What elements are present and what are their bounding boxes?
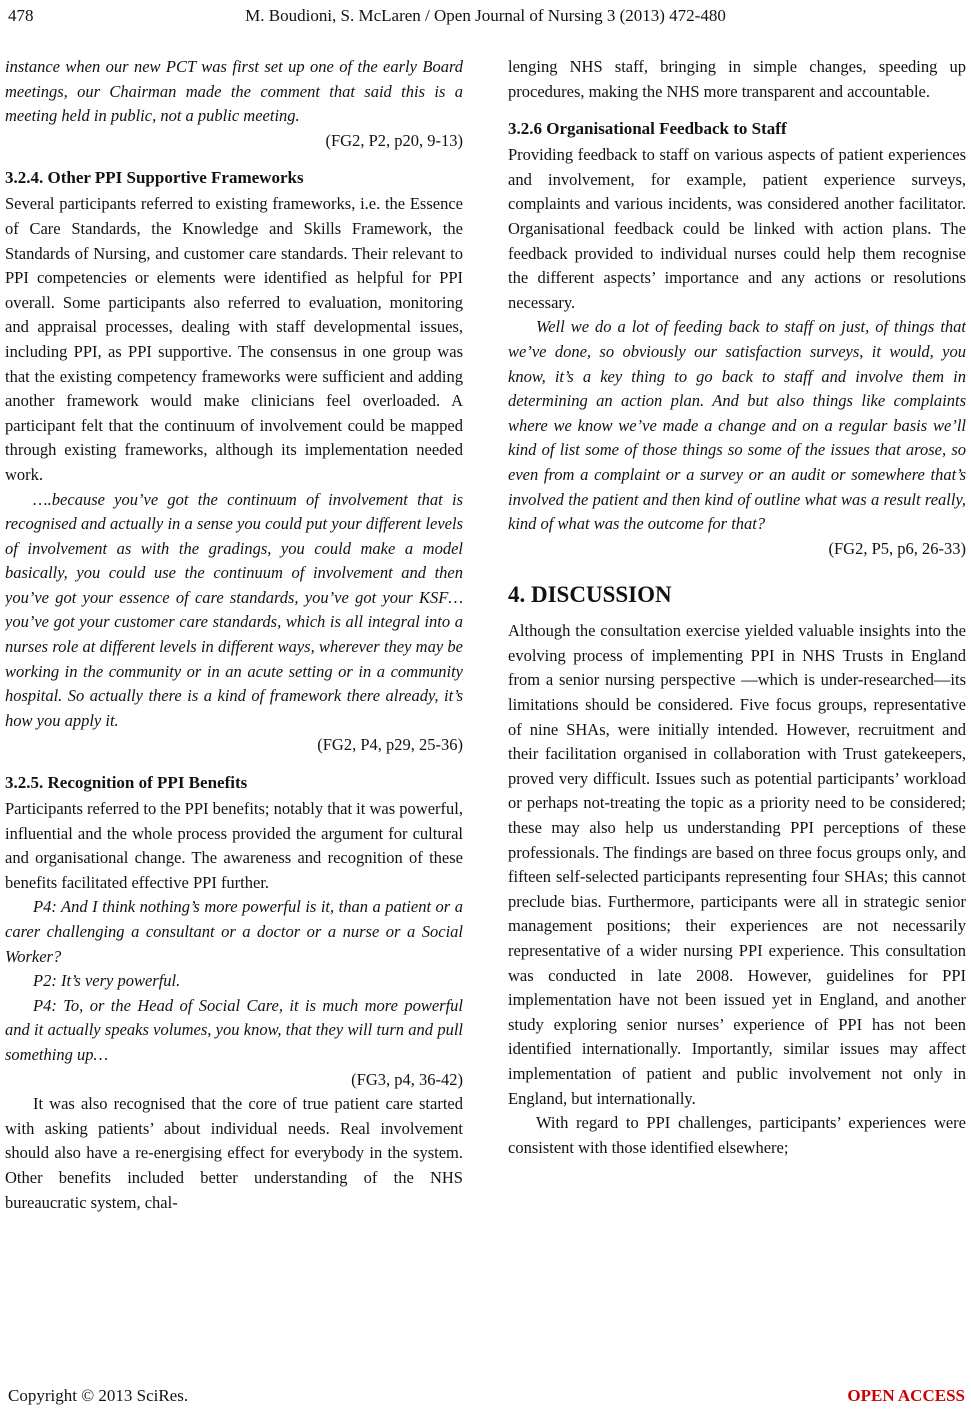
right-column xyxy=(508,55,966,1380)
page-footer xyxy=(8,1386,965,1406)
text-columns xyxy=(5,55,966,1380)
quote-citation: (FG2, P2, p20, 9-13) xyxy=(325,130,463,150)
quote-citation: (FG2, P5, p6, 26-33) xyxy=(828,538,966,558)
body-paragraph: Several participants referred to existing frameworks, i.e. the Essence of Care Standards, the Knowledge and Skills Framework, the Standards of Nursing, and customer care standards. Their relevant to PPI competencies or elements were identified as helpful for PPI overall. Some participants also referred to evaluation, monitoring and appraisal processes, dealing with staff developmental issues, including PPI, as PPI supportive. The consensus in one group was that the existing competency frameworks were sufficient and adding another framework would make clinicians feel overloaded. A participant felt that the continuum of involvement could be mapped through existing frameworks, although its implementation needed work. xyxy=(5,194,463,484)
dialogue-quote: P4: To, or the Head of Social Care, it is much more powerful and it actually speaks volumes, you know, that they will turn and pull something up… xyxy=(5,995,463,1064)
body-paragraph: With regard to PPI challenges, participants’ experiences were consistent with those identified elsewhere; xyxy=(508,1113,966,1157)
copyright-notice: Copyright © 2013 SciRes. xyxy=(8,1386,189,1405)
running-header xyxy=(0,6,971,32)
subsection-heading-324: 3.2.4. Other PPI Supportive Frameworks xyxy=(5,168,304,188)
body-paragraph: It was also recognised that the core of true patient care started with asking patients’ about individual needs. Real involvement should also have a re-energising effect for everybody in the system. Other benefits included better understanding of the NHS bureaucratic system, chal- xyxy=(5,1094,463,1212)
page-number: 478 xyxy=(8,6,34,25)
quote-paragraph: Well we do a lot of feeding back to staff on just, of things that we’ve done, so obviously our satisfaction surveys, it would, you know, it’s a key thing to go back to staff and involve them in determining an action plan. And but also things like complaints where we know we’ve made a change and on a regular basis we’ll kind of list some of those things so some of the issues that arose, so even from a complaint or a survey or an audit or somewhere that’s involved the patient and then kind of outline what was a result really, kind of what was the outcome for that? xyxy=(508,317,966,534)
quote-paragraph: instance when our new PCT was first set up one of the early Board meetings, our Chairman made the comment that said this is a meeting held in public, not a public meeting. xyxy=(5,57,463,126)
section-heading-discussion: 4. DISCUSSION xyxy=(508,582,672,608)
subsection-heading-326: 3.2.6 Organisational Feedback to Staff xyxy=(508,119,787,139)
body-paragraph: lenging NHS staff, bringing in simple changes, speeding up procedures, making the NHS more transparent and accountable. xyxy=(508,57,966,101)
left-column xyxy=(5,55,463,1380)
quote-citation: (FG2, P4, p29, 25-36) xyxy=(317,735,463,755)
dialogue-quote: P4: And I think nothing’s more powerful is it, than a patient or a carer challenging a consultant or a doctor or a nurse or a Social Worker? xyxy=(5,897,463,966)
quote-paragraph: ….because you’ve got the continuum of involvement that is recognised and actually in a sense you could put your different levels of involvement as with the gradings, you could make a model basically, you could use the continuum of involvement and then you’ve got your essence of care standards, you’ve got your KSF… you’ve got your customer care standards, which is all integral into a nurses role at different levels in different ways, wherever they may be working in the community or in an acute setting or in a community hospital. So actually there is a kind of framework there already, it’s how you apply it. xyxy=(5,489,463,730)
quote-citation: (FG3, p4, 36-42) xyxy=(351,1069,463,1089)
body-paragraph: Participants referred to the PPI benefits; notably that it was powerful, influential and the whole process provided the argument for cultural and organisational change. The awareness and recognition of these benefits facilitated effective PPI further. xyxy=(5,799,463,892)
body-paragraph: Providing feedback to staff on various aspects of patient experiences and involvement, for example, patient experience surveys, complaints and various incidents, was considered another facilitator. Organisational feedback could be linked with action plans. The feedback provided to individual nurses could help them recognise the different aspects’ importance and any actions or resolutions necessary. xyxy=(508,145,966,312)
body-paragraph: Although the consultation exercise yielded valuable insights into the evolving process of implementing PPI in NHS Trusts in England from a senior nursing perspective —which is under-researched—its limitations should be considered. Five focus groups, representative of nine SHAs, were initially intended. However, recruitment and their facilitation organised in collaboration with Trust gatekeepers, proved very difficult. Issues such as potential participants’ workload or perhaps not-treating the topic as a priority need to be considered; these may also help us understanding PPI perceptions of these professionals. The findings are based on three focus groups only, and fifteen self-selected participants representing four SHAs; this cannot preclude bias. Furthermore, participants were all in strategic senior management positions; their experiences are not necessarily representative of a wider nursing PPI experience. This consultation was conducted in late 2008. However, guidelines for PPI implementation have not been issued yet in England, and another study exploring senior nurses’ experience of PPI has not been identified internationally. Importantly, similar issues may affect implementation of patient and public involvement not only in England, but internationally. xyxy=(508,621,966,1108)
running-title: M. Boudioni, S. McLaren / Open Journal of Nursing 3 (2013) 472-480 xyxy=(245,6,726,25)
subsection-heading-325: 3.2.5. Recognition of PPI Benefits xyxy=(5,773,248,793)
open-access-label: OPEN ACCESS xyxy=(847,1386,965,1405)
dialogue-quote: P2: It’s very powerful. xyxy=(33,971,181,991)
